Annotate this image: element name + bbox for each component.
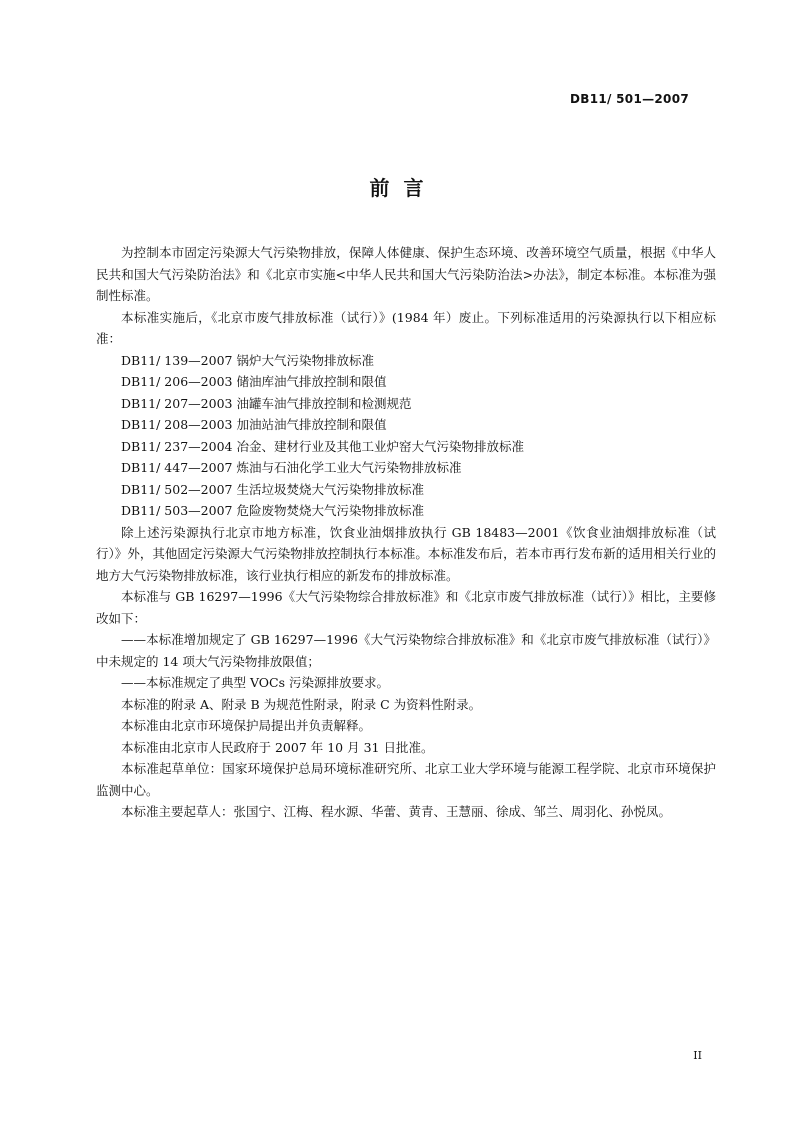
paragraph-proposer: 本标准由北京市环境保护局提出并负责解释。	[121, 718, 372, 733]
standard-item-206: DB11/ 206—2003 储油库油气排放控制和限值	[121, 374, 387, 389]
standard-item-447: DB11/ 447—2007 炼油与石油化学工业大气污染物排放标准	[121, 460, 462, 475]
change-item-limits: ——本标准增加规定了 GB 16297—1996《大气污染物综合排放标准》和《北京市废气排放标准（试行）》中未规定的 14 项大气污染物排放限值；	[96, 632, 716, 669]
paragraph-scope: 除上述污染源执行北京市地方标准，饮食业油烟排放执行 GB 18483—2001《饮食业油烟排放标准（试行）》外，其他固定污染源大气污染物排放控制执行本标准。本标准发布后，若本市再行发布新的适用相关行业的地方大气污染物排放标准，该行业执行相应的新发布的排放标准。	[96, 524, 716, 583]
standard-item-207: DB11/ 207—2003 油罐车油气排放控制和检测规范	[121, 395, 412, 411]
page-title: 前言	[369, 176, 438, 200]
paragraph-approval: 本标准由北京市人民政府于 2007 年 10 月 31 日批准。	[121, 739, 434, 755]
standard-item-502: DB11/ 502—2007 生活垃圾焚烧大气污染物排放标准	[121, 481, 424, 497]
change-item-vocs: ——本标准规定了典型 VOCs 污染源排放要求。	[121, 675, 389, 690]
page-number: II	[693, 1049, 702, 1062]
paragraph-drafters: 本标准主要起草人：张国宁、江梅、程水源、华蕾、黄青、王慧丽、徐成、邹兰、周羽化、孙悦凤。	[121, 804, 672, 819]
paragraph-appendix: 本标准的附录 A、附录 B 为规范性附录，附录 C 为资料性附录。	[121, 696, 482, 712]
standard-item-503: DB11/ 503—2007 危险废物焚烧大气污染物排放标准	[121, 503, 424, 518]
standard-item-237: DB11/ 237—2004 冶金、建材行业及其他工业炉窑大气污染物排放标准	[121, 438, 524, 454]
standard-item-139: DB11/ 139—2007 锅炉大气污染物排放标准	[121, 352, 374, 368]
document-code: DB11/ 501—2007	[569, 92, 689, 106]
paragraph-changes-intro: 本标准与 GB 16297—1996《大气污染物综合排放标准》和《北京市废气排放标准（试行）》相比，主要修改如下：	[96, 589, 716, 626]
paragraph-purpose: 为控制本市固定污染源大气污染物排放，保障人体健康、保护生态环境、改善环境空气质量，根据《中华人民共和国大气污染防治法》和《北京市实施<中华人民共和国大气污染防治法>办法》，制定本标准。本标准为强制性标准。	[96, 245, 716, 303]
paragraph-abolish: 本标准实施后，《北京市废气排放标准（试行）》(1984 年）废止。下列标准适用的污染源执行以下相应标准：	[96, 309, 716, 346]
preface-body	[96, 242, 716, 823]
standard-item-208: DB11/ 208—2003 加油站油气排放控制和限值	[121, 417, 387, 432]
paragraph-drafting-units: 本标准起草单位：国家环境保护总局环境标准研究所、北京工业大学环境与能源工程学院、北京市环境保护监测中心。	[96, 761, 716, 798]
